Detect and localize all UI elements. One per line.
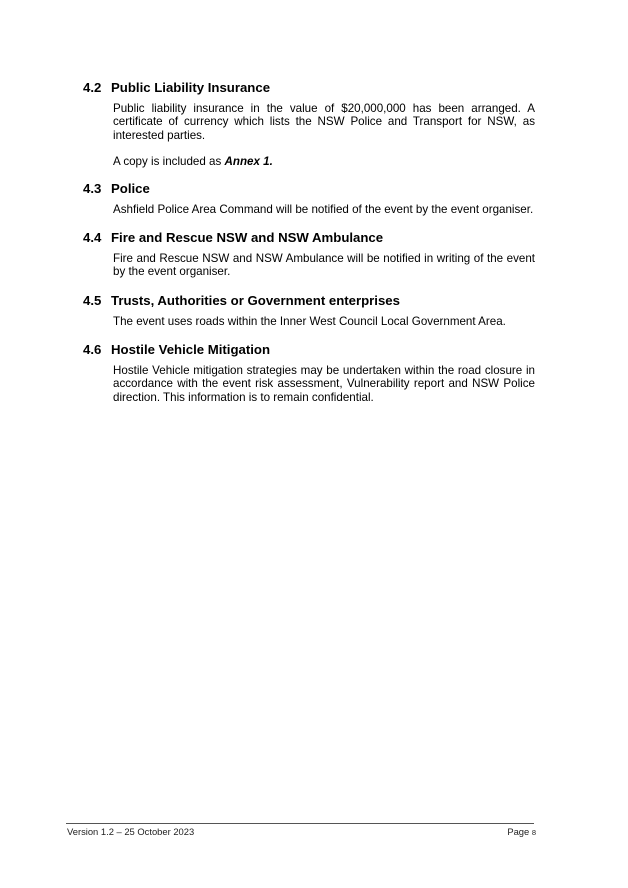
section-4-5 — [83, 293, 535, 328]
section-heading — [83, 293, 535, 309]
annex-label: Annex 1. — [224, 155, 273, 169]
section-4-4 — [83, 230, 535, 279]
section-number: 4.2 — [83, 80, 102, 95]
section-paragraph: Public liability insurance in the value of $20,000,000 has been arranged. A certificate of currency which lists the NSW Police and Transport for NSW, as interested parties. — [113, 102, 535, 142]
section-paragraph: Fire and Rescue NSW and NSW Ambulance will be notified in writing of the event by the event organiser. — [113, 252, 535, 279]
section-title: Hostile Vehicle Mitigation — [111, 342, 271, 357]
section-number: 4.4 — [83, 230, 102, 245]
section-paragraph: The event uses roads within the Inner West Council Local Government Area. — [113, 315, 506, 328]
annex-prefix: A copy is included as — [113, 155, 225, 169]
section-4-2 — [83, 80, 535, 169]
section-heading — [83, 342, 535, 358]
section-number: 4.5 — [83, 293, 102, 308]
section-heading — [83, 80, 535, 96]
section-paragraph: Ashfield Police Area Command will be notified of the event by the event organiser. — [113, 203, 534, 216]
section-4-3 — [83, 181, 535, 216]
footer-page-label: Page — [507, 826, 530, 837]
footer-divider — [66, 823, 534, 824]
section-title: Trusts, Authorities or Government enterprises — [111, 293, 400, 308]
annex-reference — [113, 155, 535, 168]
footer-version: Version 1.2 – 25 October 2023 — [67, 826, 195, 837]
section-title: Police — [111, 181, 150, 196]
section-number: 4.3 — [83, 181, 102, 196]
section-number: 4.6 — [83, 342, 102, 357]
section-heading — [83, 181, 535, 197]
footer-page — [507, 826, 536, 837]
footer-page-number: 8 — [531, 828, 536, 837]
section-title: Public Liability Insurance — [111, 80, 271, 95]
section-4-6 — [83, 342, 535, 404]
section-paragraph: Hostile Vehicle mitigation strategies may be undertaken within the road closure in accordance with the event risk assessment, Vulnerability report and NSW Police direction. This information is to remain confidential. — [113, 364, 535, 404]
section-heading — [83, 230, 535, 246]
section-title: Fire and Rescue NSW and NSW Ambulance — [111, 230, 384, 245]
